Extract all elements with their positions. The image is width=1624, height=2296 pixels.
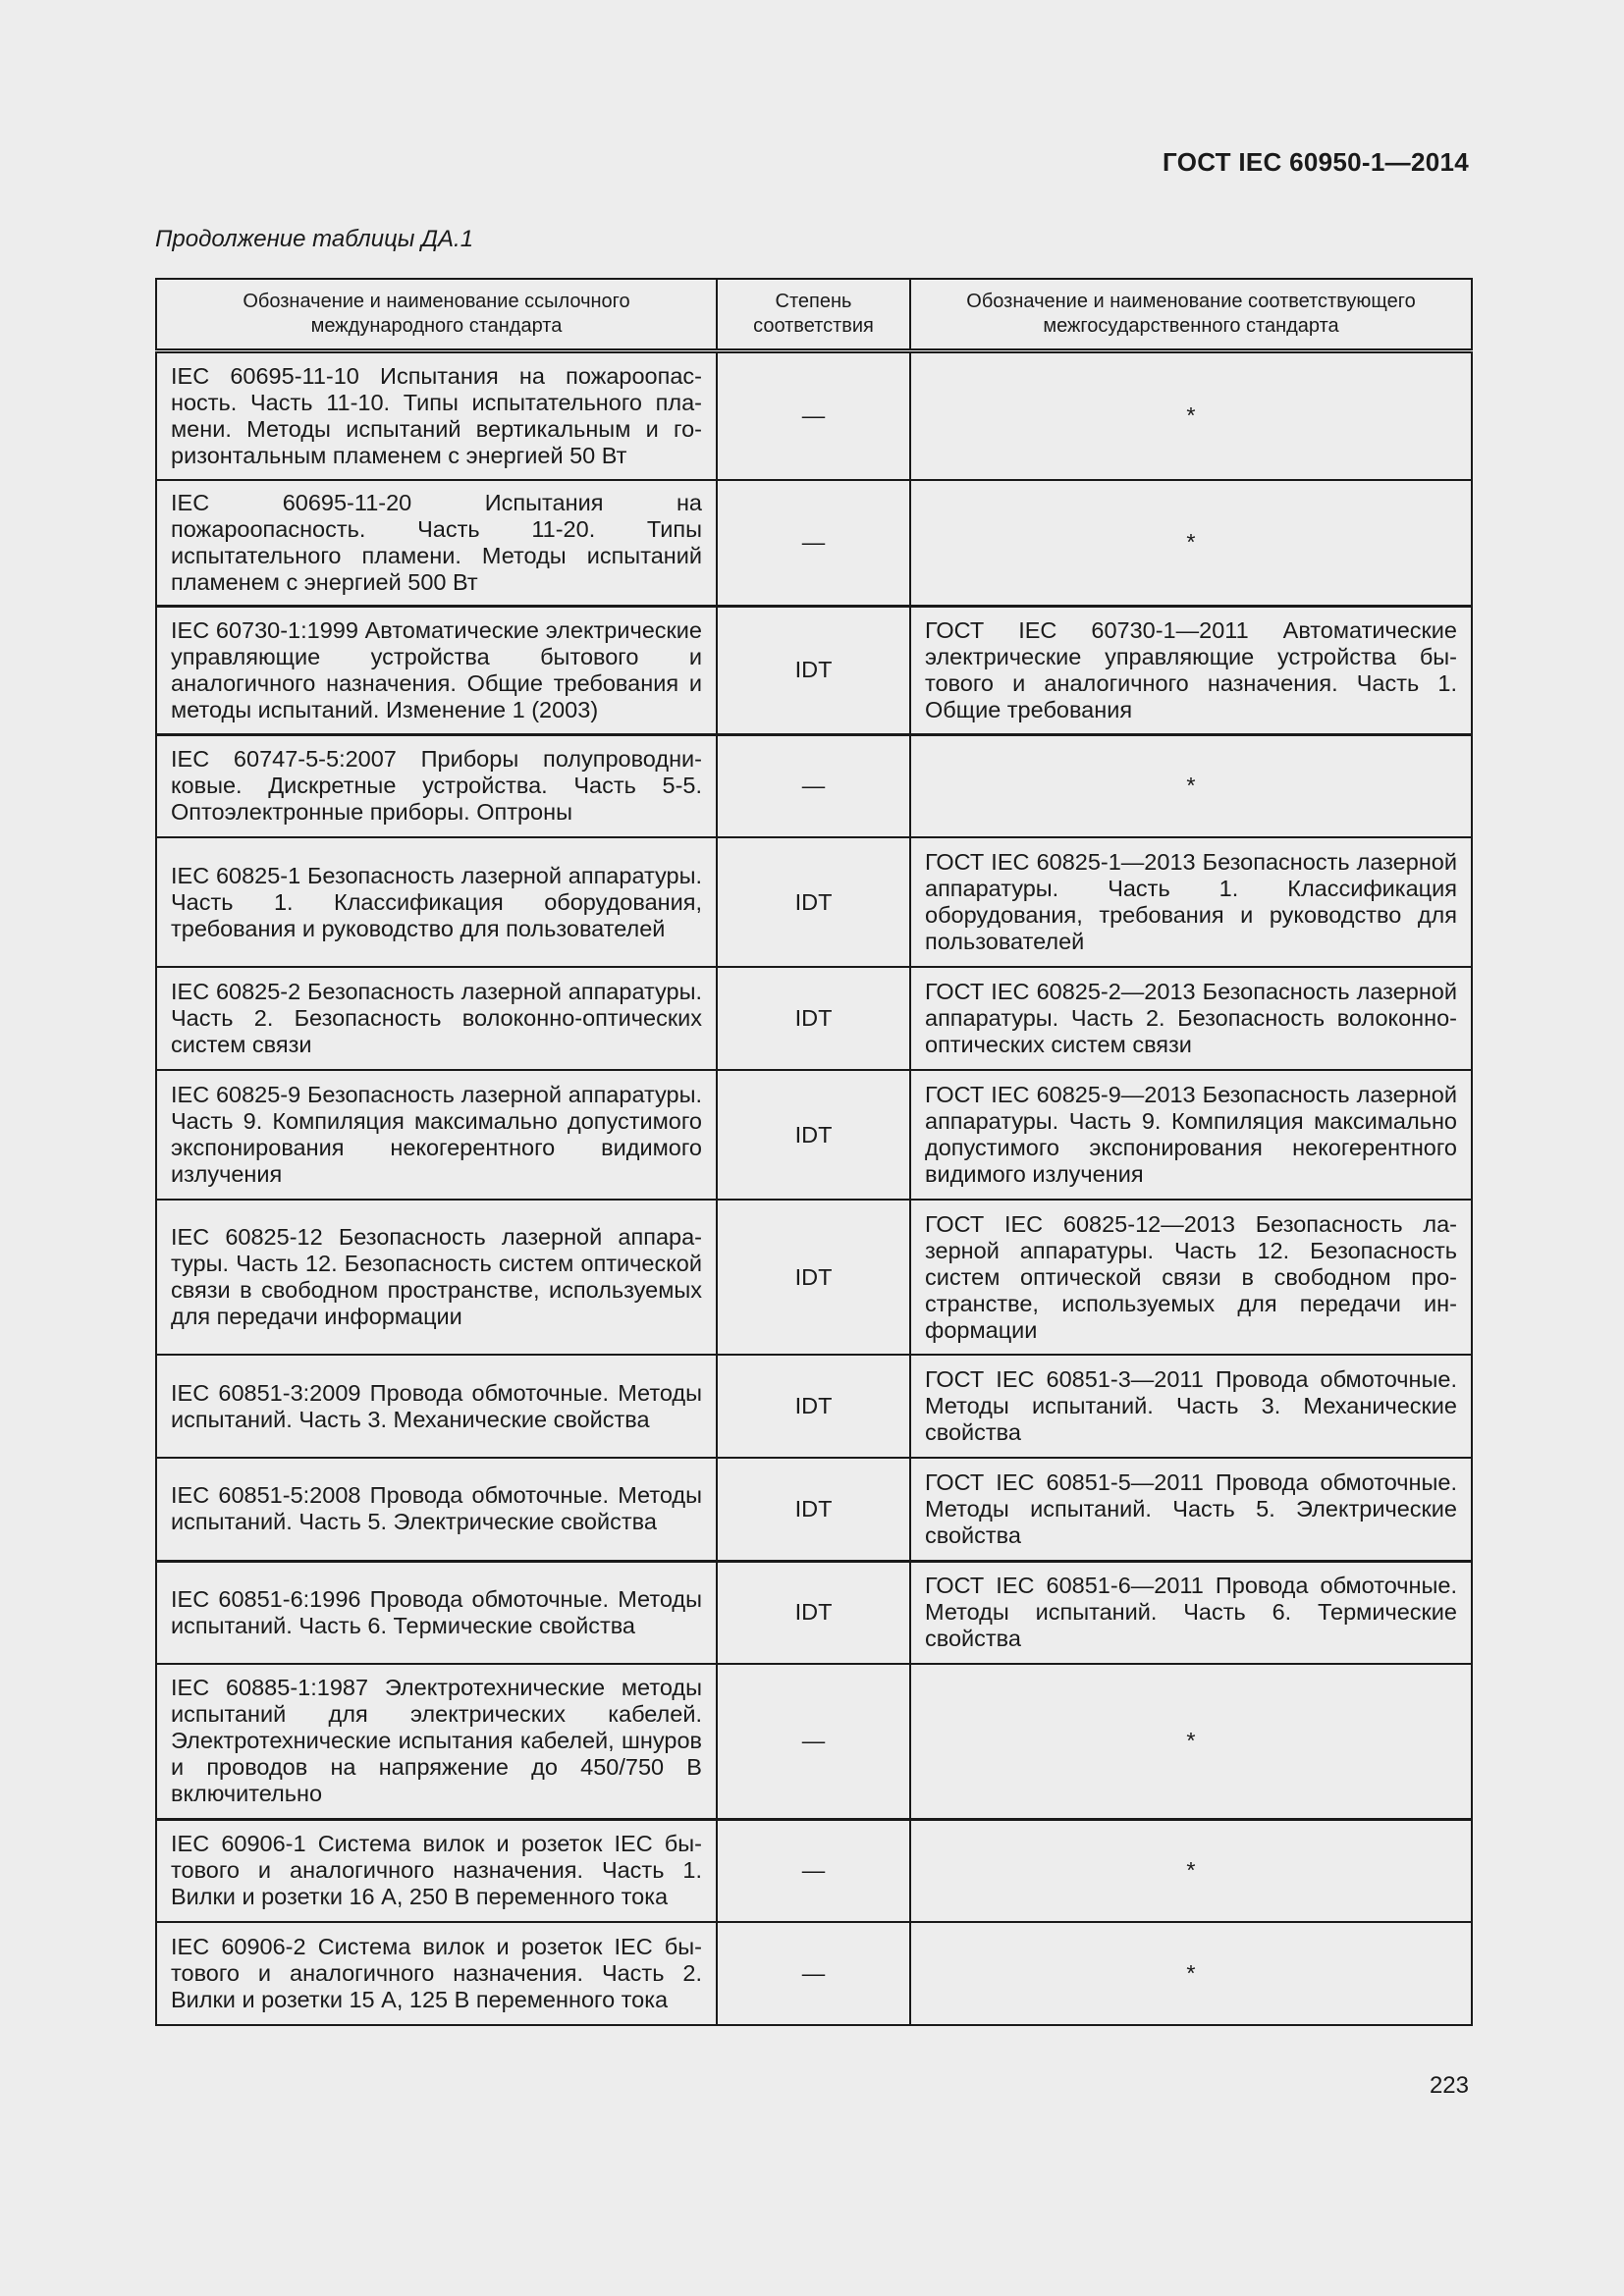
table-row bbox=[156, 837, 1472, 967]
degree-cell: IDT bbox=[717, 837, 910, 967]
interstate-standard-cell: ГОСТ IEC 60825-9—2013 Безопасность лазерной аппаратуры. Часть 9. Компиляция максимально допустимого экспонирования некогерентного видимого излучения bbox=[910, 1070, 1472, 1200]
interstate-standard-cell: * bbox=[910, 1922, 1472, 2025]
interstate-standard-cell: ГОСТ IEC 60825-1—2013 Безопасность лазерной аппаратуры. Часть 1. Классификация оборудования, требования и руководство для пользователей bbox=[910, 837, 1472, 967]
interstate-standard-cell: * bbox=[910, 480, 1472, 607]
document-header-title: ГОСТ IEC 60950-1—2014 bbox=[1163, 147, 1469, 177]
degree-cell: — bbox=[717, 1819, 910, 1922]
degree-cell: IDT bbox=[717, 1458, 910, 1561]
degree-cell: IDT bbox=[717, 606, 910, 734]
degree-cell: — bbox=[717, 480, 910, 607]
interstate-standard-cell: * bbox=[910, 1664, 1472, 1819]
international-standard-cell: IEC 60906-2 Система вилок и розеток IEC бытового и аналогичного назначения. Часть 2. Вилки и розетки 15 А, 125 В переменного тока bbox=[156, 1922, 717, 2025]
international-standard-cell: IEC 60851-6:1996 Провода обмоточные. Методы испытаний. Часть 6. Термические свойства bbox=[156, 1561, 717, 1664]
degree-cell: — bbox=[717, 351, 910, 480]
degree-cell: IDT bbox=[717, 1561, 910, 1664]
international-standard-cell: IEC 60695-11-20 Испытания на пожароопасность. Часть 11-20. Типы испытательного пламени. Методы испытаний пламенем с энергией 500 Вт bbox=[156, 480, 717, 607]
international-standard-cell: IEC 60730-1:1999 Автоматические электрические управляющие устройства бытового и аналогичного назначения. Общие требования и методы испытаний. Изменение 1 (2003) bbox=[156, 606, 717, 734]
international-standard-cell: IEC 60747-5-5:2007 Приборы полупроводниковые. Дискретные устройства. Часть 5-5. Оптоэлектронные приборы. Оптроны bbox=[156, 734, 717, 837]
international-standard-cell: IEC 60851-3:2009 Провода обмоточные. Методы испытаний. Часть 3. Механические свойства bbox=[156, 1355, 717, 1458]
reference-standards-table bbox=[155, 278, 1473, 2026]
table-row bbox=[156, 967, 1472, 1070]
degree-cell: IDT bbox=[717, 1070, 910, 1200]
column-header-international-standard: Обозначение и наименование ссылочного международного стандарта bbox=[156, 279, 717, 351]
table-row bbox=[156, 1458, 1472, 1561]
international-standard-cell: IEC 60906-1 Система вилок и розеток IEC бытового и аналогичного назначения. Часть 1. Вилки и розетки 16 А, 250 В переменного тока bbox=[156, 1819, 717, 1922]
table-row bbox=[156, 1561, 1472, 1664]
interstate-standard-cell: ГОСТ IEC 60825-12—2013 Безопасность лазерной аппаратуры. Часть 12. Безопасность систем оптической связи в свободном пространстве, используемых для передачи информации bbox=[910, 1200, 1472, 1355]
degree-cell: IDT bbox=[717, 967, 910, 1070]
international-standard-cell: IEC 60851-5:2008 Провода обмоточные. Методы испытаний. Часть 5. Электрические свойства bbox=[156, 1458, 717, 1561]
international-standard-cell: IEC 60825-1 Безопасность лазерной аппаратуры. Часть 1. Классификация оборудования, требования и руководство для пользователей bbox=[156, 837, 717, 967]
degree-cell: IDT bbox=[717, 1355, 910, 1458]
interstate-standard-cell: * bbox=[910, 1819, 1472, 1922]
table-row bbox=[156, 1819, 1472, 1922]
interstate-standard-cell: ГОСТ IEC 60730-1—2011 Автоматические электрические управляющие устройства бытового и аналогичного назначения. Часть 1. Общие требования bbox=[910, 606, 1472, 734]
table-row bbox=[156, 1664, 1472, 1819]
degree-cell: — bbox=[717, 1922, 910, 2025]
interstate-standard-cell: ГОСТ IEC 60851-3—2011 Провода обмоточные. Методы испытаний. Часть 3. Механические свойства bbox=[910, 1355, 1472, 1458]
table-header-row bbox=[156, 279, 1472, 351]
table-row bbox=[156, 1200, 1472, 1355]
table-row bbox=[156, 606, 1472, 734]
interstate-standard-cell: * bbox=[910, 734, 1472, 837]
interstate-standard-cell: ГОСТ IEC 60851-5—2011 Провода обмоточные. Методы испытаний. Часть 5. Электрические свойства bbox=[910, 1458, 1472, 1561]
interstate-standard-cell: ГОСТ IEC 60851-6—2011 Провода обмоточные. Методы испытаний. Часть 6. Термические свойства bbox=[910, 1561, 1472, 1664]
table-row bbox=[156, 351, 1472, 480]
page-number: 223 bbox=[1429, 2072, 1469, 2099]
interstate-standard-cell: ГОСТ IEC 60825-2—2013 Безопасность лазерной аппаратуры. Часть 2. Безопасность волоконно-оптических систем связи bbox=[910, 967, 1472, 1070]
international-standard-cell: IEC 60825-12 Безопасность лазерной аппаратуры. Часть 12. Безопасность систем оптической связи в свободном пространстве, используемых для передачи информации bbox=[156, 1200, 717, 1355]
table-caption: Продолжение таблицы ДА.1 bbox=[155, 226, 474, 252]
table-row bbox=[156, 1355, 1472, 1458]
degree-cell: — bbox=[717, 734, 910, 837]
column-header-interstate-standard: Обозначение и наименование соответствующего межгосударственного стандарта bbox=[910, 279, 1472, 351]
international-standard-cell: IEC 60885-1:1987 Электротехнические методы испытаний для электрических кабелей. Электротехнические испытания кабелей, шнуров и проводов на напряжение до 450/750 В включительно bbox=[156, 1664, 717, 1819]
interstate-standard-cell: * bbox=[910, 351, 1472, 480]
international-standard-cell: IEC 60695-11-10 Испытания на пожароопасность. Часть 11-10. Типы испытательного пламени. Методы испытаний вертикальным и горизонтальным пламенем с энергией 50 Вт bbox=[156, 351, 717, 480]
table-row bbox=[156, 480, 1472, 607]
column-header-degree: Степень соответствия bbox=[717, 279, 910, 351]
table-row bbox=[156, 734, 1472, 837]
international-standard-cell: IEC 60825-2 Безопасность лазерной аппаратуры. Часть 2. Безопасность волоконно-оптических систем связи bbox=[156, 967, 717, 1070]
degree-cell: — bbox=[717, 1664, 910, 1819]
international-standard-cell: IEC 60825-9 Безопасность лазерной аппаратуры. Часть 9. Компиляция максимально допустимого экспонирования некогерентного видимого излучения bbox=[156, 1070, 717, 1200]
table-row bbox=[156, 1922, 1472, 2025]
degree-cell: IDT bbox=[717, 1200, 910, 1355]
table-row bbox=[156, 1070, 1472, 1200]
